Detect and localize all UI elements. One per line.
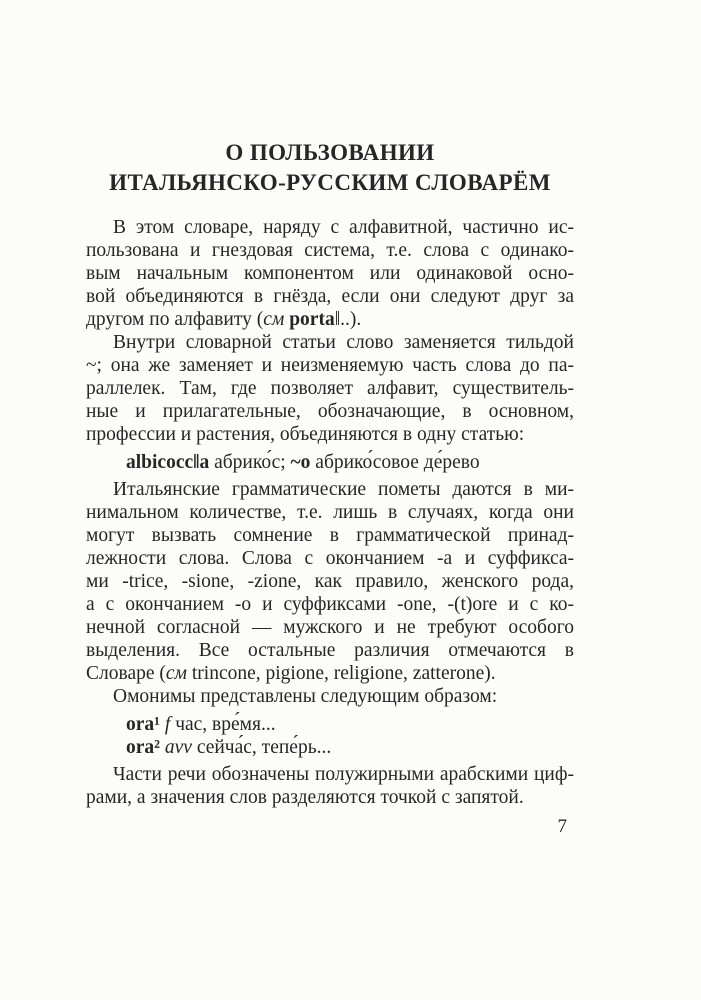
page-number: 7 — [557, 816, 567, 837]
text-line — [86, 524, 574, 547]
text-run: Итальянские грамматические пометы даются в ми- — [113, 479, 574, 500]
text-run: Внутри словарной статьи слово заменяется тильдой — [113, 332, 574, 353]
text-line — [86, 570, 574, 593]
paragraph — [86, 331, 574, 446]
text-run: абрико́с; — [209, 452, 291, 473]
italic-run: см — [263, 309, 290, 330]
text-line — [126, 736, 574, 759]
paragraph — [86, 478, 574, 685]
text-line — [86, 262, 574, 285]
text-line — [86, 285, 574, 308]
text-line — [86, 354, 574, 377]
text-run: могут вызвать сомнение в грамматической принад- — [86, 525, 574, 546]
text-line — [86, 685, 574, 708]
bold-run: ~o — [290, 452, 311, 473]
text-run: ~; она же заменяет и неизменяемую часть слова до па- — [86, 355, 574, 376]
text-line — [126, 451, 574, 474]
text-run: Части речи обозначены полужирными арабскими циф- — [113, 764, 574, 785]
text-run: раллелек. Там, где позволяет алфавит, существитель- — [86, 378, 574, 399]
paragraph — [86, 685, 574, 708]
text-run: ми -trice, -sione, -zione, как правило, женского рода, — [86, 571, 574, 592]
text-line — [126, 713, 574, 736]
text-line — [86, 593, 574, 616]
text-run: профессии и растения, объединяются в одну статью: — [86, 424, 525, 445]
text-line — [86, 501, 574, 524]
text-run: абрико́совое де́рево — [310, 452, 480, 473]
bold-run: porta — [289, 309, 335, 330]
text-run: лежности слова. Слова с окончанием -а и суффикса- — [86, 548, 574, 569]
text-run: нечной согласной — мужского и не требуют особого — [86, 617, 574, 638]
text-line — [86, 216, 574, 239]
text-line — [86, 423, 574, 446]
text-line — [86, 763, 574, 786]
dictionary-example — [126, 713, 574, 759]
italic-run: avv — [164, 737, 192, 758]
page-footer — [86, 816, 574, 838]
text-line — [86, 377, 574, 400]
page-title — [86, 138, 574, 198]
page-title-line2: ИТАЛЬЯНСКО-РУССКИМ СЛОВАРЁМ — [109, 170, 551, 195]
text-run: Омонимы представлены следующим образом: — [113, 686, 498, 707]
bold-run: ora² — [126, 737, 161, 758]
text-run: час, вре́мя... — [170, 714, 276, 735]
text-line — [86, 616, 574, 639]
italic-run: см — [165, 663, 187, 684]
text-run: вым начальным компонентом или одинаковой осно- — [86, 263, 574, 284]
text-run: пользована и гнездовая система, т.е. слова с одинако- — [86, 240, 574, 261]
text-run: trincone, pigione, religione, zatterone). — [186, 663, 496, 684]
text-run: а с окончанием -о и суффиксами -one, -(t)ore и с ко- — [86, 594, 574, 615]
paragraph — [86, 763, 574, 809]
text-run: рами, а значения слов разделяются точкой с запятой. — [86, 787, 524, 808]
text-line — [86, 308, 574, 331]
text-run: Словаре ( — [86, 663, 166, 684]
text-line — [86, 331, 574, 354]
text-run: ные и прилагательные, обозначающие, в основном, — [86, 401, 574, 422]
paragraph — [86, 216, 574, 331]
page-body — [86, 216, 574, 809]
italic-run: f — [164, 714, 171, 735]
text-run: нимальном количестве, т.е. лишь в случаях, когда они — [86, 502, 574, 523]
text-run: сейча́с, тепе́рь... — [191, 737, 332, 758]
bold-run: ora¹ — [126, 714, 161, 735]
text-run: вой объединяются в гнёзда, если они следуют друг за — [86, 286, 574, 307]
text-run: другом по алфавиту ( — [86, 309, 264, 330]
dictionary-example — [126, 451, 574, 474]
text-line — [86, 662, 574, 685]
text-line — [86, 400, 574, 423]
text-line — [86, 786, 574, 809]
text-run: выделения. Все остальные различия отмечаются в — [86, 640, 574, 661]
text-line — [86, 239, 574, 262]
bold-run: albicocc‖a — [126, 452, 210, 473]
text-line — [86, 639, 574, 662]
page-title-line1: О ПОЛЬЗОВАНИИ — [225, 140, 435, 165]
text-line — [86, 547, 574, 570]
text-line — [86, 478, 574, 501]
text-run: В этом словаре, наряду с алфавитной, частично ис- — [113, 217, 574, 238]
text-run: ‖..). — [334, 309, 362, 330]
